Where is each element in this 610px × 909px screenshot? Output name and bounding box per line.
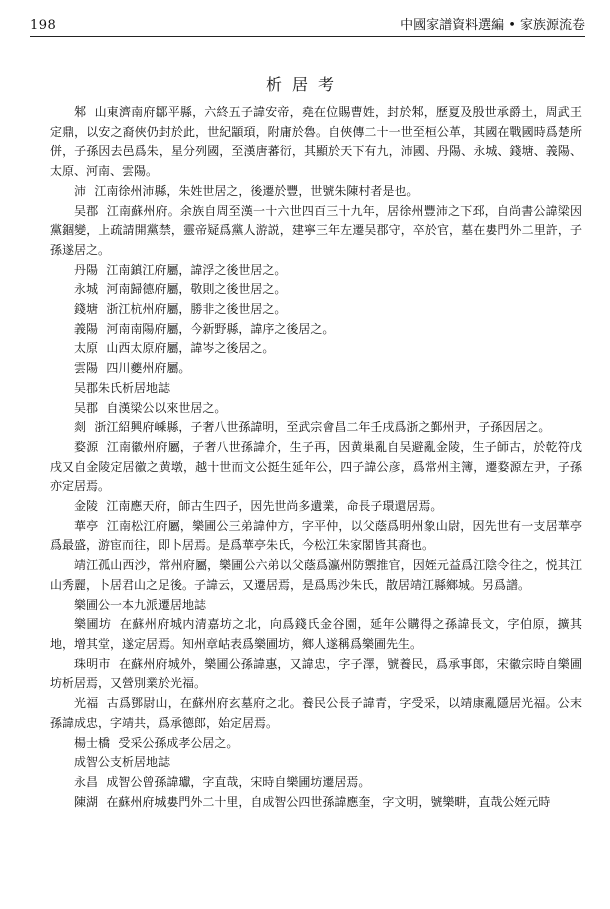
entry-text: 江南應天府，師古生四子，因先世尚多遺業，命長子環還居焉。 [106,499,443,514]
entry-term: 沛 [74,183,87,198]
entry-22 [50,773,582,793]
entry-text: 四川夔州府屬。 [106,361,191,376]
entry-text: 河南歸德府屬，敬則之後世居之。 [106,282,287,297]
entry-text: 江南徽州府屬，子奢八世孫諱介，生子再，因黄巢亂自吴避亂金陵，生子師古，於乾符戊戌又自金陵定居徽之黄墩，越十世而文公挺生延年公，四子諱公彦，爲常州主簿，遷婺源左尹，子孫亦定居焉。 [50,439,582,494]
page-header [30,14,585,37]
entry-text: 受采公孫成孝公居之。 [118,735,239,750]
entry-text: 成智公支析居地誌 [74,755,171,770]
entry-term: 金陵 [74,499,99,514]
entry-term: 剡 [74,420,87,435]
entry-text: 靖江孤山西沙，常州府屬，樂圃公六弟以父蔭爲瀛州防禦推官，因姪元益爲江陰令往之，悦其江山秀麗，卜居君山之足後。子諱云，又遷居焉，是爲馬沙朱氏，散居靖江縣鄉城。另爲譜。 [50,558,582,592]
entry-2 [50,202,582,261]
entry-text: 自漢梁公以來世居之。 [106,400,227,415]
entry-text: 浙江杭州府屬，勝非之後世居之。 [106,302,287,317]
entry-text: 浙江紹興府嵊縣，子奢八世孫諱明，至武宗會昌二年壬戌爲浙之鄞州尹，子孫因居之。 [94,420,551,435]
entry-text: 在蘇州府城婁門外二十里，自成智公四世孫諱應奎，字文明，號樂畊，直哉公姪元時 [106,794,551,809]
entry-3 [50,261,582,281]
entry-text: 在蘇州府城内清嘉坊之北，向爲錢氏金谷園，延年公購得之孫諱長文，字伯原，擴其地，增其堂，遂定居焉。知州章岵表爲樂圃坊，鄉人遂稱爲樂圃先生。 [50,617,582,651]
entry-text: 山西太原府屬，諱岑之後居之。 [106,341,275,356]
entry-13 [50,497,582,517]
entry-text: 江南鎮江府屬，諱浮之後世居之。 [106,262,287,277]
entry-14 [50,517,582,556]
entry-8 [50,359,582,379]
entry-term: 義陽 [74,321,99,336]
entry-term: 珠明市 [74,656,111,671]
entry-term: 樂圃坊 [74,617,112,632]
entry-term: 雲陽 [74,361,99,376]
entry-0 [50,103,582,182]
entry-6 [50,320,582,340]
entry-text: 吴郡朱氏析居地誌 [74,380,171,395]
entry-text: 古爲鄧尉山，在蘇州府玄墓府之北。養民公長子諱青，字受采，以靖康亂隱居光福。公末孫諱成忠，字靖共，爲承德郎，始定居焉。 [50,696,582,730]
entry-term: 陳湖 [74,794,99,809]
entry-17 [50,615,582,654]
running-title: 中國家譜資料選編 • 家族源流卷 [400,18,585,33]
entry-term: 婺源 [74,439,99,454]
entry-1 [50,182,582,202]
entry-text: 河南南陽府屬，今新野縣，諱序之後居之。 [106,321,335,336]
entry-term: 吴郡 [74,203,99,218]
entry-20 [50,734,582,754]
entry-text: 江南蘇州府。余族自周至漢一十六世四百三十九年，居徐州豐沛之下邳，自尚書公諱梁因黨錮變，上疏請開黨禁，靈帝疑爲黨人游説，建寧三年左遷吴郡守，卒於官，墓在婁門外二里許，子孫遂居之。 [50,203,582,257]
entry-text: 樂圃公一本九派遷居地誌 [74,597,207,612]
entry-18 [50,655,582,694]
page-number: 198 [30,18,57,33]
entry-term: 太原 [74,341,99,356]
entry-term: 永城 [74,282,99,297]
entry-7 [50,339,582,359]
entry-text: 成智公曾孫諱瓛，字直哉，宋時自樂圃坊遷居焉。 [106,774,371,789]
entry-10 [50,399,582,419]
entry-term: 邾 [74,105,87,119]
entry-term: 光福 [74,696,99,711]
entry-text: 山東濟南府鄒平縣，六終五子諱安帝，堯在位賜曹姓，封於邾，歷夏及殷世承爵土，周武王定鼎，以安之裔俠仍封於此，世紀顓頊，附庸於魯。自俠傳二十一世至桓公革，其國在戰國時爲楚所併，子孫因去邑爲朱，星分列國，至漢唐蕃衍，其顯於天下有九，沛國、丹陽、永城、錢塘、義陽、太原、河南、雲陽。 [50,105,582,179]
entry-21 [50,753,582,773]
entry-text: 江南徐州沛縣，朱姓世居之，後遷於豐，世號朱陳村者是也。 [94,183,419,198]
entry-11 [50,418,582,438]
entry-term: 錢塘 [74,302,99,317]
entry-term: 楊士橋 [74,735,111,750]
entry-15 [50,556,582,595]
entry-text: 在蘇州府城外，樂圃公孫諱惠，又諱忠，字子澤，號養民，爲承事郎，宋徽宗時自樂圃坊析居焉，又營別業於光福。 [50,656,582,691]
entry-term: 丹陽 [74,262,99,277]
entry-term: 吴郡 [74,400,99,415]
entry-4 [50,280,582,300]
entry-text: 江南松江府屬，樂圃公三弟諱仲方，字平仲，以父蔭爲明州象山尉，因先世有一支居華亭爲最盛，游宦而往，即卜居焉。是爲華亭朱氏，今松江朱家閣皆其裔也。 [50,518,582,553]
entry-16 [50,596,582,616]
entry-19 [50,694,582,733]
entry-5 [50,300,582,320]
entry-9 [50,379,582,399]
entry-23 [50,793,582,813]
entry-term: 華亭 [74,518,99,533]
entry-term: 永昌 [74,774,99,789]
entry-12 [50,438,582,497]
body-text [50,103,582,812]
section-title: 析居考 [265,75,344,94]
